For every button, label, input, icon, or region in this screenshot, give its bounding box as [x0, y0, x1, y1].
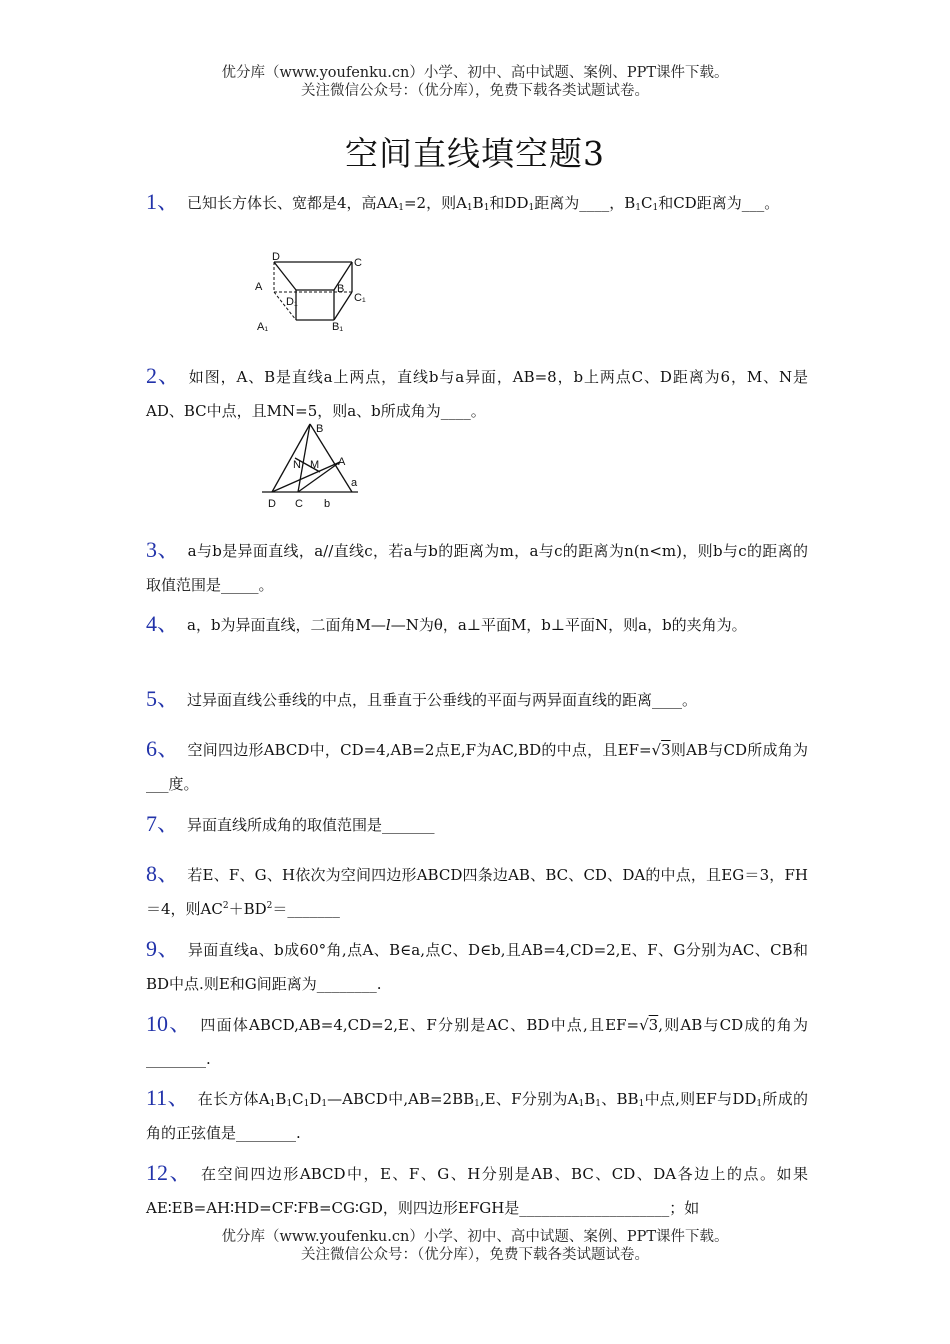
question-2 — [146, 359, 808, 428]
fig2-label: b — [324, 498, 331, 510]
fig1-label: B — [337, 283, 345, 295]
question-number: 1、 — [146, 189, 180, 214]
fig1-label: A — [255, 281, 263, 293]
fig1-label: C₁ — [354, 292, 366, 304]
fig2-label: D — [268, 498, 276, 510]
question-number: 5、 — [146, 686, 180, 711]
question-text: 在空间四边形ABCD中，E、F、G、H分别是AB、BC、CD、DA各边上的点。如果AE∶EB=AH∶HD=CF∶FB=CG∶GD，则四边形EFGH是____________________；如 — [146, 1165, 808, 1217]
question-text: 如图，A、B是直线a上两点，直线b与a异面，AB=8，b上两点C、D距离为6，M、N是AD、BC中点，且MN=5，则a、b所成角为____。 — [146, 368, 808, 420]
question-text: 异面直线a、b成60°角,点A、B∈a,点C、D∈b,且AB=4,CD=2,E、F、G分别为AC、CB和BD中点.则E和G间距离为________. — [146, 941, 808, 993]
fig2-label: B — [316, 423, 324, 435]
question-5 — [146, 682, 808, 717]
fig1-label: D — [272, 251, 280, 263]
question-number: 3、 — [146, 537, 180, 562]
fig1-label: B₁ — [332, 321, 344, 333]
question-7 — [146, 807, 808, 842]
figure-skew-lines — [258, 420, 373, 515]
question-number: 9、 — [146, 936, 180, 961]
question-text: 过异面直线公垂线的中点，且垂直于公垂线的平面与两异面直线的距离____。 — [187, 691, 698, 709]
footer-line-1: 优分库（www.youfenku.cn）小学、初中、高中试题、案例、PPT课件下载。 — [221, 1229, 729, 1245]
question-4: 4、 a，b为异面直线，二面角M—l—N为θ，a⊥平面M，b⊥平面N，则a，b的夹角为。 — [146, 611, 747, 636]
fig2-label: a — [351, 477, 358, 489]
question-11: 11、 在长方体$A_1B_1C_1D_1—ABCD$中$,AB=2BB_1,E$、F分别为$A_1B_1$、$BB_1$中点,则EF与$DD_1$所成的角的正弦值是________. — [146, 1085, 808, 1142]
question-number: 8、 — [146, 861, 180, 886]
page-footer — [0, 1228, 950, 1264]
question-text: 异面直线所成角的取值范围是_______ — [187, 816, 435, 834]
page-title: 空间直线填空题3 — [345, 134, 605, 173]
fig1-label: C — [354, 257, 362, 269]
fig2-label: N — [293, 459, 301, 471]
header-line-2: 关注微信公众号：（优分库），免费下载各类试题试卷。 — [301, 83, 649, 99]
question-8: 8、 若E、F、G、H依次为空间四边形ABCD四条边AB、BC、CD、DA的中点，且EG＝3，FH＝4，则$AC^2+BD^2=\_\_\_\_\_\_\_$ — [146, 861, 808, 918]
question-number: 2、 — [146, 363, 181, 388]
question-text: a与b是异面直线，a//直线c，若a与b的距离为m，a与c的距离为n(n<m)，则b与c的距离的取值范围是_____。 — [146, 542, 808, 594]
question-10: 10、 四面体ABCD,AB=4,CD=2,E、F分别是AC、BD中点,且EF=√3,则AB与CD成的角为________. — [146, 1011, 808, 1068]
question-number: 12、 — [146, 1160, 193, 1185]
question-12 — [146, 1156, 808, 1225]
figure-cuboid — [250, 250, 380, 335]
fig1-label: D₁ — [286, 296, 298, 308]
question-number: 4、 — [146, 611, 180, 636]
question-1: 1、 已知长方体长、宽都是4，高$AA_1=2$，则$A_1B_1$和$DD_1$距离为____，$B_1C_1$和CD距离为___。 — [146, 189, 780, 214]
fig2-label: A — [338, 456, 346, 468]
question-number: 10、 — [146, 1011, 193, 1036]
question-number: 7、 — [146, 811, 180, 836]
question-3 — [146, 533, 808, 602]
question-6: 6、 空间四边形ABCD中，CD=4,AB=2点E,F为AC,BD的中点，且EF=√3则AB与CD所成角为___度。 — [146, 736, 808, 793]
page-header — [0, 64, 950, 100]
header-line-1: 优分库（www.youfenku.cn）小学、初中、高中试题、案例、PPT课件下载。 — [221, 65, 729, 81]
fig1-label: A₁ — [257, 321, 269, 333]
fig2-label: M — [310, 459, 320, 471]
question-number: 11、 — [146, 1085, 190, 1110]
question-number: 6、 — [146, 736, 180, 761]
fig2-label: C — [295, 498, 303, 510]
question-9 — [146, 932, 808, 1001]
footer-line-2: 关注微信公众号：（优分库），免费下载各类试题试卷。 — [301, 1247, 649, 1263]
